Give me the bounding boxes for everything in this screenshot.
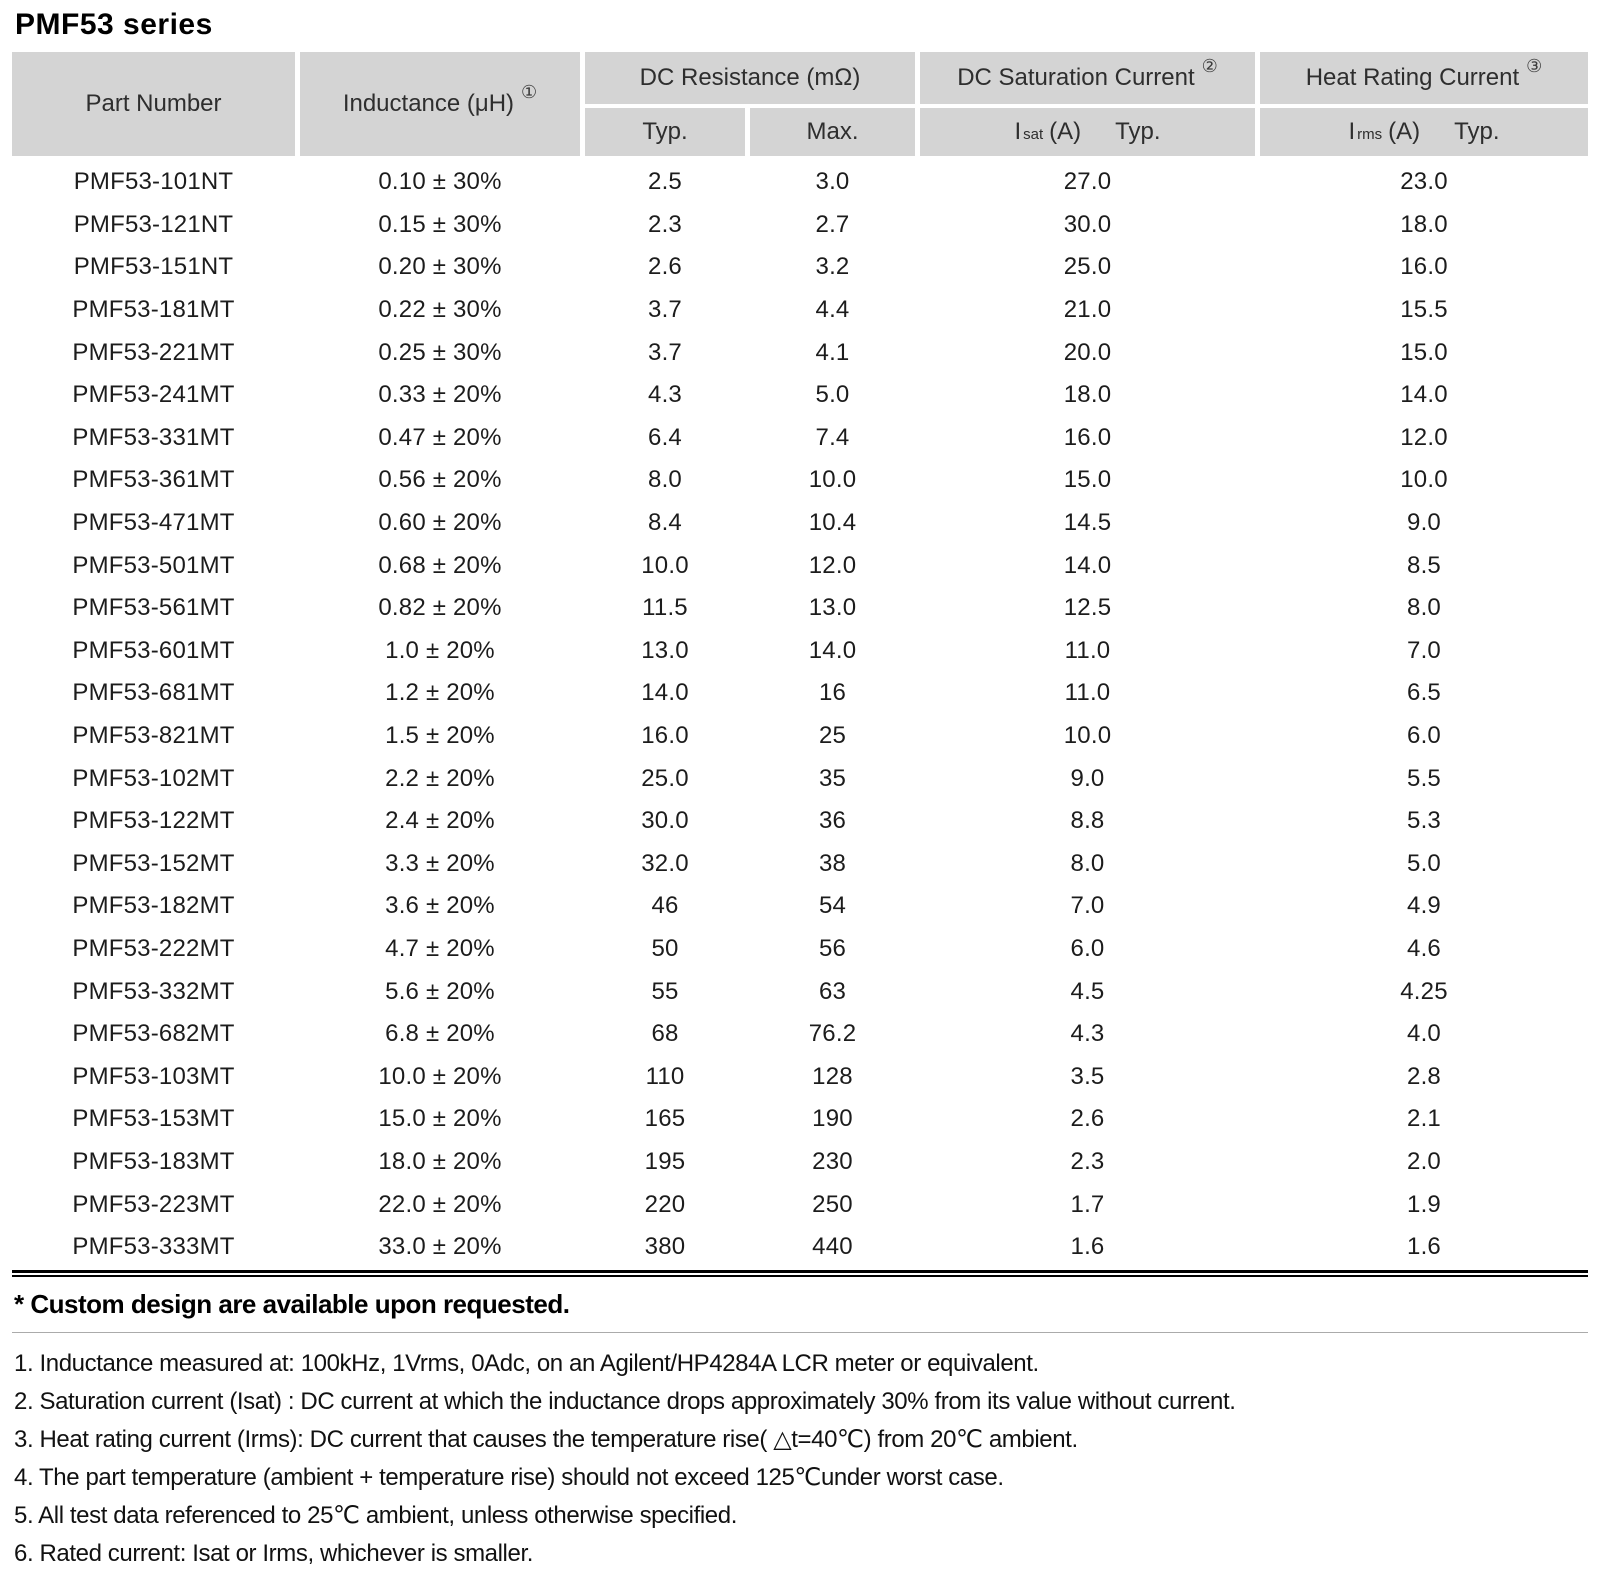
table-row	[12, 885, 1588, 928]
footnotes-list	[12, 1345, 1588, 1573]
table-cell: 2.2 ± 20%	[385, 764, 495, 792]
table-cell: PMF53-153MT	[72, 1105, 235, 1133]
table-cell: 1.2 ± 20%	[385, 679, 495, 707]
table-cell: PMF53-152MT	[72, 849, 235, 877]
table-cell: 2.4 ± 20%	[385, 807, 495, 835]
table-cell: 4.1	[815, 338, 850, 366]
table-cell: 8.0	[1070, 849, 1105, 877]
header-part-number: Part Number	[12, 52, 295, 156]
table-cell: PMF53-501MT	[72, 551, 235, 579]
table-cell: 6.5	[1407, 679, 1441, 707]
table-cell: 18.0 ± 20%	[378, 1147, 502, 1175]
table-row	[12, 417, 1588, 460]
table-cell: 16	[818, 679, 847, 707]
table-cell: PMF53-361MT	[72, 466, 235, 494]
header-dc-saturation: DC Saturation Current ②	[920, 52, 1255, 104]
table-row	[12, 1141, 1588, 1184]
table-cell: 13.0	[641, 636, 689, 664]
table-cell: 0.47 ± 20%	[378, 423, 502, 451]
table-cell: 8.0	[1407, 594, 1441, 622]
table-cell: 4.9	[1407, 892, 1441, 920]
table-cell: 2.3	[1070, 1147, 1105, 1175]
table-cell: PMF53-331MT	[72, 423, 235, 451]
table-row	[12, 1013, 1588, 1056]
table-cell: 5.0	[815, 381, 850, 409]
table-cell: 3.2	[815, 253, 850, 281]
table-cell: 0.10 ± 30%	[378, 168, 502, 196]
table-row	[12, 587, 1588, 630]
table-cell: 4.25	[1400, 977, 1448, 1005]
table-cell: 4.3	[648, 381, 682, 409]
table-cell: PMF53-821MT	[72, 722, 235, 750]
table-cell: 0.20 ± 30%	[378, 253, 502, 281]
footnote-3-ref: ③	[1526, 55, 1543, 76]
footnote-6: 6. Rated current: Isat or Irms, whichever is smaller.	[14, 1540, 533, 1568]
table-cell: 6.8 ± 20%	[385, 1020, 495, 1048]
table-cell: 2.1	[1407, 1105, 1441, 1133]
table-cell: 8.5	[1407, 551, 1441, 579]
table-cell: 35	[818, 764, 847, 792]
table-cell: 4.5	[1070, 977, 1105, 1005]
table-cell: 22.0 ± 20%	[378, 1190, 502, 1218]
table-row	[12, 800, 1588, 843]
table-cell: 8.4	[648, 509, 682, 537]
table-cell: PMF53-101NT	[73, 168, 234, 196]
table-cell: 3.3 ± 20%	[385, 849, 495, 877]
table-cell: 21.0	[1063, 296, 1112, 324]
table-cell: 23.0	[1400, 168, 1448, 196]
table-cell: 12.0	[1400, 423, 1448, 451]
table-row	[12, 928, 1588, 971]
table-cell: 3.7	[648, 296, 682, 324]
table-row	[12, 970, 1588, 1013]
table-cell: 4.4	[815, 296, 850, 324]
table-cell: 0.60 ± 20%	[378, 509, 502, 537]
table-row	[12, 1183, 1588, 1226]
table-cell: PMF53-223MT	[72, 1190, 235, 1218]
table-cell: 10.0	[1063, 722, 1112, 750]
table-row	[12, 246, 1588, 289]
table-cell: 230	[812, 1147, 853, 1175]
table-cell: 9.0	[1070, 764, 1105, 792]
table-cell: 1.6	[1407, 1233, 1441, 1261]
table-cell: PMF53-221MT	[72, 338, 235, 366]
table-cell: 16.0	[1400, 253, 1448, 281]
table-cell: 30.0	[641, 807, 689, 835]
table-cell: 14.0	[808, 636, 857, 664]
table-cell: 36	[818, 807, 847, 835]
header-max: Max.	[750, 108, 915, 156]
table-cell: 3.7	[648, 338, 682, 366]
table-cell: 220	[644, 1190, 686, 1218]
footnote-1-ref: ①	[521, 81, 538, 102]
table-cell: 54	[818, 892, 847, 920]
footnote-5: 5. All test data referenced to 25℃ ambient, unless otherwise specified.	[14, 1502, 737, 1530]
table-row	[12, 1055, 1588, 1098]
table-cell: 2.6	[648, 253, 682, 281]
table-cell: 76.2	[808, 1020, 857, 1048]
table-cell: 30.0	[1063, 210, 1112, 238]
table-cell: PMF53-332MT	[72, 977, 235, 1005]
table-cell: 68	[651, 1020, 679, 1048]
table-cell: 2.5	[648, 168, 682, 196]
footnote-4: 4. The part temperature (ambient + temperature rise) should not exceed 125℃under worst case.	[14, 1464, 1004, 1492]
table-cell: 4.3	[1070, 1020, 1105, 1048]
table-cell: PMF53-181MT	[72, 296, 235, 324]
table-cell: 14.5	[1063, 509, 1112, 537]
table-cell: 27.0	[1063, 168, 1112, 196]
table-cell: 5.3	[1407, 807, 1441, 835]
table-cell: PMF53-601MT	[72, 636, 235, 664]
table-cell: 2.3	[648, 210, 682, 238]
table-cell: 12.5	[1063, 594, 1112, 622]
table-cell: 9.0	[1407, 509, 1441, 537]
table-cell: 11.0	[1064, 636, 1111, 664]
page-title: PMF53 series	[15, 8, 213, 41]
table-cell: 3.0	[815, 168, 850, 196]
spec-table	[12, 52, 1588, 1268]
table-cell: 25.0	[641, 764, 689, 792]
table-cell: PMF53-682MT	[72, 1020, 235, 1048]
table-cell: 13.0	[808, 594, 857, 622]
table-cell: 195	[644, 1147, 686, 1175]
table-cell: PMF53-333MT	[72, 1233, 235, 1261]
table-cell: PMF53-103MT	[72, 1062, 235, 1090]
table-cell: 1.6	[1070, 1233, 1105, 1261]
table-row	[12, 672, 1588, 715]
table-cell: 5.6 ± 20%	[385, 977, 495, 1005]
table-cell: 7.0	[1070, 892, 1105, 920]
table-cell: 10.0	[808, 466, 857, 494]
table-cell: 8.8	[1070, 807, 1105, 835]
table-cell: 0.82 ± 20%	[378, 594, 502, 622]
table-cell: 14.0	[1400, 381, 1448, 409]
table-row	[12, 161, 1588, 204]
table-cell: PMF53-681MT	[72, 679, 235, 707]
table-cell: 10.0	[641, 551, 689, 579]
table-row	[12, 1226, 1588, 1269]
table-row	[12, 204, 1588, 247]
table-cell: 11.5	[642, 594, 688, 622]
table-cell: 11.0	[1064, 679, 1111, 707]
header-dc-resistance: DC Resistance (mΩ)	[585, 52, 915, 104]
table-cell: 2.6	[1070, 1105, 1105, 1133]
header-isat-typ: I $_{sat}$ (A) Typ.	[920, 108, 1255, 156]
table-cell: 1.7	[1070, 1190, 1105, 1218]
footnotes-section	[12, 1285, 1588, 1573]
table-cell: 63	[818, 977, 847, 1005]
table-cell: 18.0	[1063, 381, 1112, 409]
table-cell: 12.0	[808, 551, 857, 579]
table-row	[12, 289, 1588, 332]
table-cell: 18.0	[1400, 210, 1448, 238]
table-row	[12, 331, 1588, 374]
table-cell: 5.5	[1407, 764, 1441, 792]
table-row	[12, 459, 1588, 502]
table-cell: 14.0	[641, 679, 689, 707]
table-cell: 15.0	[1400, 338, 1448, 366]
table-row	[12, 1098, 1588, 1141]
table-cell: 16.0	[641, 722, 689, 750]
header-heat-rating: Heat Rating Current ③	[1260, 52, 1588, 104]
table-cell: 3.5	[1070, 1062, 1105, 1090]
table-cell: 8.0	[648, 466, 682, 494]
table-cell: 7.0	[1407, 636, 1441, 664]
table-cell: 55	[651, 977, 679, 1005]
table-cell: 25	[818, 722, 847, 750]
table-cell: 1.9	[1407, 1190, 1441, 1218]
table-cell: 32.0	[641, 849, 689, 877]
table-cell: 15.0	[1063, 466, 1112, 494]
table-cell: 190	[812, 1105, 853, 1133]
footnote-1: 1. Inductance measured at: 100kHz, 1Vrms, 0Adc, on an Agilent/HP4284A LCR meter or equivalent.	[14, 1350, 1039, 1378]
table-cell: PMF53-102MT	[72, 764, 235, 792]
table-row	[12, 502, 1588, 545]
table-cell: 0.22 ± 30%	[378, 296, 502, 324]
table-cell: 16.0	[1063, 423, 1112, 451]
table-cell: 15.5	[1400, 296, 1448, 324]
table-cell: 38	[818, 849, 847, 877]
table-cell: 380	[644, 1233, 686, 1261]
table-cell: 6.4	[648, 423, 682, 451]
table-cell: 2.7	[815, 210, 850, 238]
table-cell: 33.0 ± 20%	[378, 1233, 502, 1261]
table-cell: 5.0	[1407, 849, 1441, 877]
table-cell: 6.0	[1070, 934, 1105, 962]
table-cell: 0.25 ± 30%	[378, 338, 502, 366]
footnote-3: 3. Heat rating current (Irms): DC current that causes the temperature rise( △t=40℃) from 20℃ ambient.	[14, 1426, 1078, 1454]
table-cell: PMF53-182MT	[72, 892, 235, 920]
table-cell: PMF53-471MT	[72, 509, 235, 537]
table-cell: 4.0	[1407, 1020, 1441, 1048]
table-row	[12, 374, 1588, 417]
table-cell: 6.0	[1407, 722, 1441, 750]
header-typ: Typ.	[585, 108, 745, 156]
table-cell: PMF53-241MT	[72, 381, 235, 409]
custom-design-note: * Custom design are available upon requested.	[12, 1285, 1588, 1333]
table-cell: PMF53-222MT	[72, 934, 235, 962]
table-cell: 250	[812, 1190, 853, 1218]
table-cell: 1.0 ± 20%	[385, 636, 495, 664]
table-cell: 25.0	[1063, 253, 1112, 281]
table-cell: 56	[818, 934, 847, 962]
table-row	[12, 843, 1588, 886]
table-cell: 2.8	[1407, 1062, 1441, 1090]
table-cell: 14.0	[1063, 551, 1112, 579]
table-cell: PMF53-122MT	[72, 807, 235, 835]
table-cell: PMF53-183MT	[72, 1147, 235, 1175]
table-cell: 15.0 ± 20%	[378, 1105, 502, 1133]
table-cell: 165	[644, 1105, 686, 1133]
spec-table-header	[12, 52, 1588, 156]
table-cell: 0.33 ± 20%	[378, 381, 502, 409]
footnote-2-ref: ②	[1201, 55, 1218, 76]
table-cell: 10.4	[808, 509, 857, 537]
table-cell: 0.56 ± 20%	[378, 466, 502, 494]
table-cell: 0.68 ± 20%	[378, 551, 502, 579]
table-cell: 440	[812, 1233, 853, 1261]
table-cell: 10.0	[1400, 466, 1448, 494]
table-cell: 10.0 ± 20%	[378, 1062, 502, 1090]
spec-table-body	[12, 161, 1588, 1268]
table-cell: 7.4	[815, 423, 850, 451]
table-cell: 128	[812, 1062, 853, 1090]
table-cell: 2.0	[1407, 1147, 1441, 1175]
footnote-2: 2. Saturation current (Isat) : DC current at which the inductance drops approximately 30% from its value without current.	[14, 1388, 1236, 1416]
table-row	[12, 757, 1588, 800]
table-cell: 46	[651, 892, 679, 920]
table-cell: PMF53-151NT	[73, 253, 234, 281]
table-cell: 0.15 ± 30%	[378, 210, 502, 238]
table-cell: 20.0	[1063, 338, 1112, 366]
table-bottom-rule	[12, 1270, 1588, 1277]
table-cell: 50	[651, 934, 679, 962]
table-row	[12, 715, 1588, 758]
table-cell: 4.6	[1407, 934, 1441, 962]
table-cell: 3.6 ± 20%	[385, 892, 495, 920]
table-cell: PMF53-561MT	[72, 594, 235, 622]
table-row	[12, 630, 1588, 673]
table-row	[12, 544, 1588, 587]
table-cell: PMF53-121NT	[73, 210, 234, 238]
table-cell: 1.5 ± 20%	[385, 722, 495, 750]
table-cell: 110	[645, 1062, 685, 1090]
header-inductance: Inductance (μH) ①	[300, 52, 580, 156]
table-cell: 4.7 ± 20%	[385, 934, 495, 962]
header-irms-typ: I $_{rms}$ (A) Typ.	[1260, 108, 1588, 156]
